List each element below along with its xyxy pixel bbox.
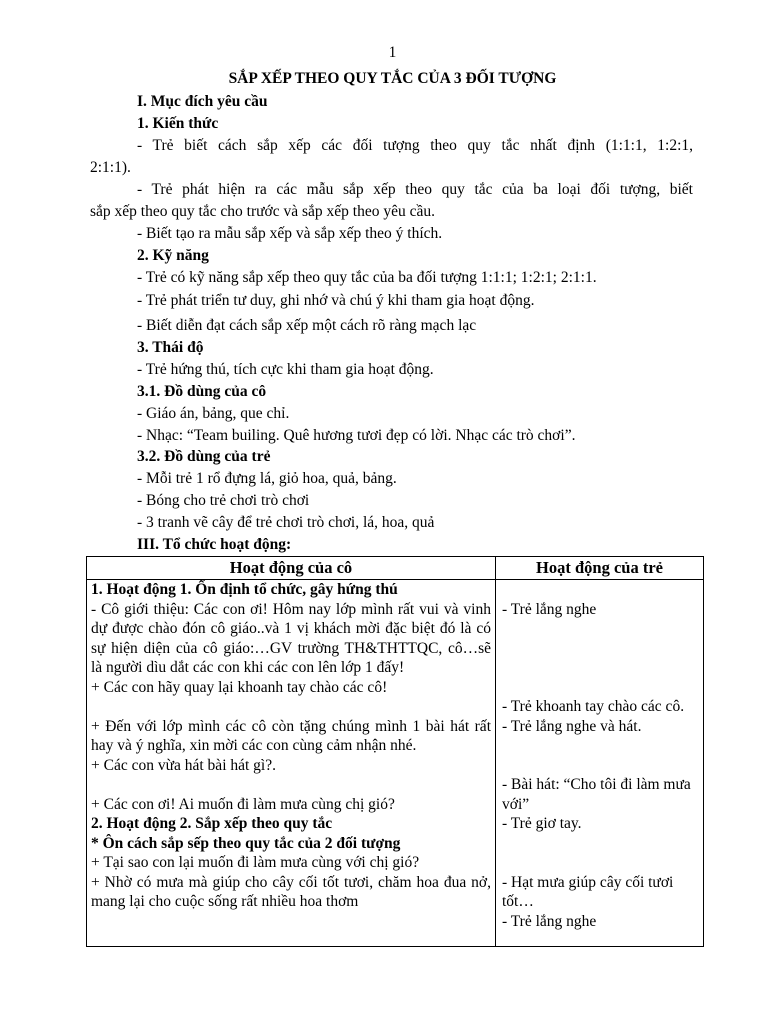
- subheading-child-materials: 3.2. Đồ dùng của trẻ: [137, 448, 271, 465]
- table-header-row: [87, 557, 704, 580]
- section-heading-objectives: I. Mục đích yêu cầu: [137, 93, 268, 110]
- header-teacher-activity: Hoạt động của cô: [87, 557, 496, 580]
- subheading-skills: 2. Kỹ năng: [137, 247, 209, 264]
- activity-1-heading: 1. Hoạt động 1. Ổn định tổ chức, gây hứng thú: [91, 581, 398, 598]
- teacher-materials-line-2: - Nhạc: “Team builing. Quê hương tươi đẹp có lời. Nhạc các trò chơi”.: [137, 427, 576, 444]
- teacher-song-question: + Các con vừa hát bài hát gì?.: [91, 756, 276, 774]
- child-raise-hand: - Trẻ giơ tay.: [502, 815, 582, 832]
- subheading-teacher-materials: 3.1. Đồ dùng của cô: [137, 383, 267, 400]
- skills-line-3: - Biết diễn đạt cách sắp xếp một cách rõ ràng mạch lạc: [137, 317, 477, 334]
- section-heading-organization: III. Tổ chức hoạt động:: [137, 536, 292, 553]
- teacher-intro-text: - Cô giới thiệu: Các con ơi! Hôm nay lớp mình rất vui và vinh dự được chào đón cô giáo..và 1 vị khách mời đặc biệt đó là có sự hiện diện của cô giáo:…GV trường TH&THTTQC, cô…sẽ là người dìu dắt các con khi các con lên lớp 1 đấy!: [91, 600, 491, 676]
- skills-line-1: - Trẻ có kỹ năng sắp xếp theo quy tắc của ba đối tượng 1:1:1; 1:2:1; 2:1:1.: [137, 269, 597, 286]
- subheading-knowledge: 1. Kiến thức: [137, 115, 219, 132]
- teacher-rain-question: + Các con ơi! Ai muốn đi làm mưa cùng chị gió?: [91, 795, 395, 813]
- child-materials-line-1: - Mỗi trẻ 1 rổ đựng lá, giỏ hoa, quả, bảng.: [137, 470, 397, 487]
- teacher-song-text: + Đến với lớp mình các cô còn tặng chúng mình 1 bài hát rất hay và ý nghĩa, xin mời các con cùng cảm nhận nhé.: [91, 717, 491, 754]
- teacher-why-question: + Tại sao con lại muốn đi làm mưa cùng với chị gió?: [91, 854, 420, 871]
- document-title: SẮP XẾP THEO QUY TẮC CỦA 3 ĐỐI TƯỢNG: [228, 70, 557, 87]
- child-greet: - Trẻ khoanh tay chào các cô.: [502, 698, 685, 715]
- child-listen-sing: - Trẻ lắng nghe và hát.: [502, 717, 642, 735]
- review-heading: * Ôn cách sắp sếp theo quy tắc của 2 đối tượng: [91, 834, 401, 852]
- child-materials-line-3: - 3 tranh vẽ cây để trẻ chơi trò chơi, lá, hoa, quả: [137, 514, 435, 531]
- teacher-greeting-text: + Các con hãy quay lại khoanh tay chào các cô!: [91, 678, 388, 696]
- header-child-activity: Hoạt động của trẻ: [496, 557, 704, 580]
- activity-2-heading: 2. Hoạt động 2. Sắp xếp theo quy tắc: [91, 815, 333, 832]
- table-row: [87, 580, 704, 947]
- attitude-line-1: - Trẻ hứng thú, tích cực khi tham gia hoạt động.: [137, 361, 434, 378]
- child-listen-1: - Trẻ lắng nghe: [502, 600, 597, 618]
- child-rain-answer: - Hạt mưa giúp cây cối tươi tốt…: [502, 873, 674, 910]
- page-number: 1: [388, 44, 397, 61]
- knowledge-line-3: - Biết tạo ra mẫu sắp xếp và sắp xếp theo ý thích.: [137, 225, 443, 242]
- knowledge-line-2: - Trẻ phát hiện ra các mẫu sắp xếp theo quy tắc của ba loại đối tượng, biết: [137, 181, 693, 198]
- knowledge-line-1: - Trẻ biết cách sắp xếp các đối tượng theo quy tắc nhất định (1:1:1, 1:2:1,: [137, 137, 693, 154]
- knowledge-line-2-cont: sắp xếp theo quy tắc cho trước và sắp xếp theo yêu cầu.: [90, 203, 435, 220]
- skills-line-2: - Trẻ phát triển tư duy, ghi nhớ và chú ý khi tham gia hoạt động.: [137, 292, 535, 309]
- subheading-attitude: 3. Thái độ: [137, 339, 204, 356]
- child-listen-2: - Trẻ lắng nghe: [502, 912, 597, 930]
- knowledge-line-1-cont: 2:1:1).: [90, 159, 131, 176]
- activity-table: [86, 556, 704, 947]
- teacher-rain-text: + Nhờ có mưa mà giúp cho cây cối tốt tươi, chăm hoa đua nở, mang lại cho cuộc sống rất nhiều hoa thơm: [91, 873, 491, 910]
- teacher-activity-cell: [87, 580, 496, 947]
- teacher-materials-line-1: - Giáo án, bảng, que chỉ.: [137, 405, 290, 422]
- child-materials-line-2: - Bóng cho trẻ chơi trò chơi: [137, 492, 310, 509]
- child-song-answer: - Bài hát: “Cho tôi đi làm mưa với”: [502, 776, 691, 813]
- child-activity-cell: [496, 580, 704, 947]
